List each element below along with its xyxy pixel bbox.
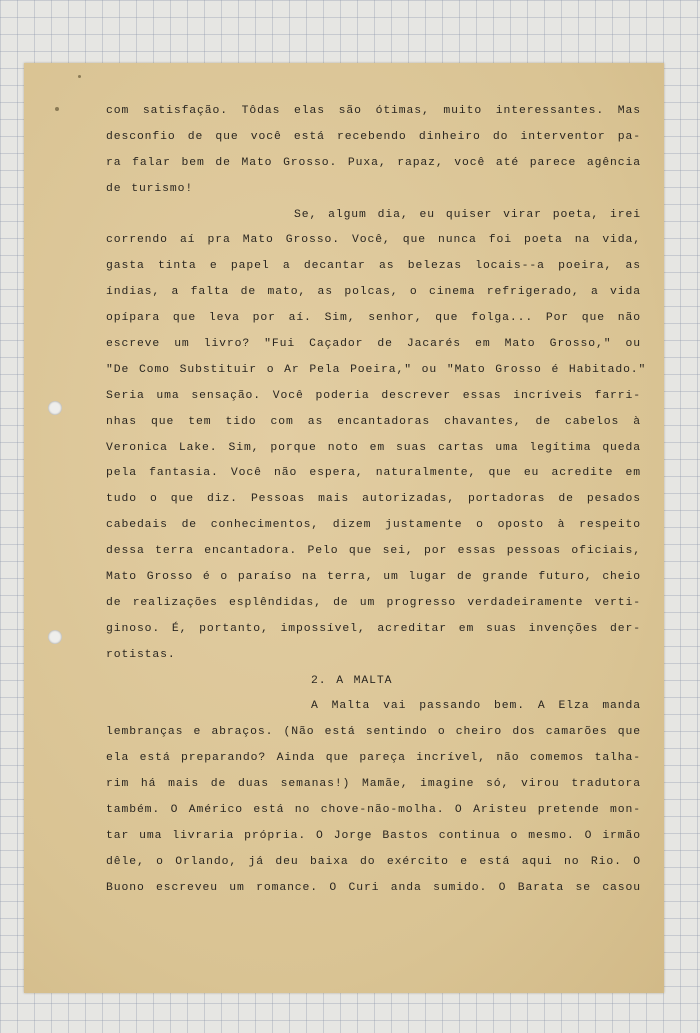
text-line: também. O Américo está no chove-não-molha. O Aristeu pretende mon- [106, 804, 641, 817]
text-line: Seria uma sensação. Você poderia descrever essas incríveis farri- [106, 389, 641, 402]
text-line: cabedais de conhecimentos, dizem justamente o oposto à respeito [106, 519, 641, 532]
text-line: opípara que leva por aí. Sim, senhor, que folga... Por que não [106, 312, 641, 325]
typewritten-page [24, 63, 664, 993]
section-heading: 2. A MALTA [311, 674, 393, 687]
text-line: tudo o que diz. Pessoas mais autorizadas, portadoras de pesados [106, 493, 641, 506]
text-line: de turismo! [106, 182, 194, 195]
text-line: Se, algum dia, eu quiser virar poeta, irei [294, 208, 641, 221]
text-line: ra falar bem de Mato Grosso. Puxa, rapaz, você até parece agência [106, 156, 641, 169]
text-line: nhas que tem tido com as encantadoras chavantes, de cabelos à [106, 415, 641, 428]
text-line: ginoso. É, portanto, impossível, acreditar em suas invenções der- [106, 622, 641, 635]
text-line: correndo aí pra Mato Grosso. Você, que nunca foi poeta na vida, [106, 234, 641, 247]
text-line: escreve um livro? "Fui Caçador de Jacarés em Mato Grosso," ou [106, 338, 641, 351]
text-line: dessa terra encantadora. Pelo que sei, por essas pessoas oficiais, [106, 545, 641, 558]
text-line: rotistas. [106, 648, 176, 661]
text-line: ela está preparando? Ainda que pareça incrível, não comemos talha- [106, 752, 641, 765]
text-line: Mato Grosso é o paraíso na terra, um lugar de grande futuro, cheio [106, 571, 641, 584]
text-line: rim há mais de duas semanas!) Mamãe, imagine só, virou tradutora [106, 778, 641, 791]
paper-mark [55, 107, 59, 111]
text-line: com satisfação. Tôdas elas são ótimas, muito interessantes. Mas [106, 105, 641, 117]
text-line: tar uma livraria própria. O Jorge Bastos continua o mesmo. O irmão [106, 829, 641, 842]
text-line: Buono escreveu um romance. O Curi anda sumido. O Barata se casou [106, 881, 641, 894]
text-line: Veronica Lake. Sim, porque noto em suas cartas uma legítima queda [106, 441, 641, 454]
text-line: pela fantasia. Você não espera, naturalmente, que eu acredite em [106, 467, 641, 480]
punch-hole [48, 630, 62, 644]
letter-body [106, 99, 647, 902]
text-line: dêle, o Orlando, já deu baixa do exército e está aqui no Rio. O [106, 855, 641, 868]
text-line: índias, a falta de mato, as polcas, o cinema refrigerado, a vida [106, 286, 641, 299]
punch-hole [48, 401, 62, 415]
paper-mark [78, 75, 81, 78]
text-line: A Malta vai passando bem. A Elza manda [311, 700, 641, 713]
text-line: de realizações esplêndidas, de um progresso verdadeiramente verti- [106, 596, 641, 609]
text-line: lembranças e abraços. (Não está sentindo o cheiro dos camarões que [106, 726, 641, 739]
text-line: "De Como Substituir o Ar Pela Poeira," ou "Mato Grosso é Habitado." [106, 363, 647, 376]
text-line: gasta tinta e papel a decantar as belezas locais--a poeira, as [106, 260, 641, 273]
text-line: desconfio de que você está recebendo dinheiro do interventor pa- [106, 130, 641, 143]
